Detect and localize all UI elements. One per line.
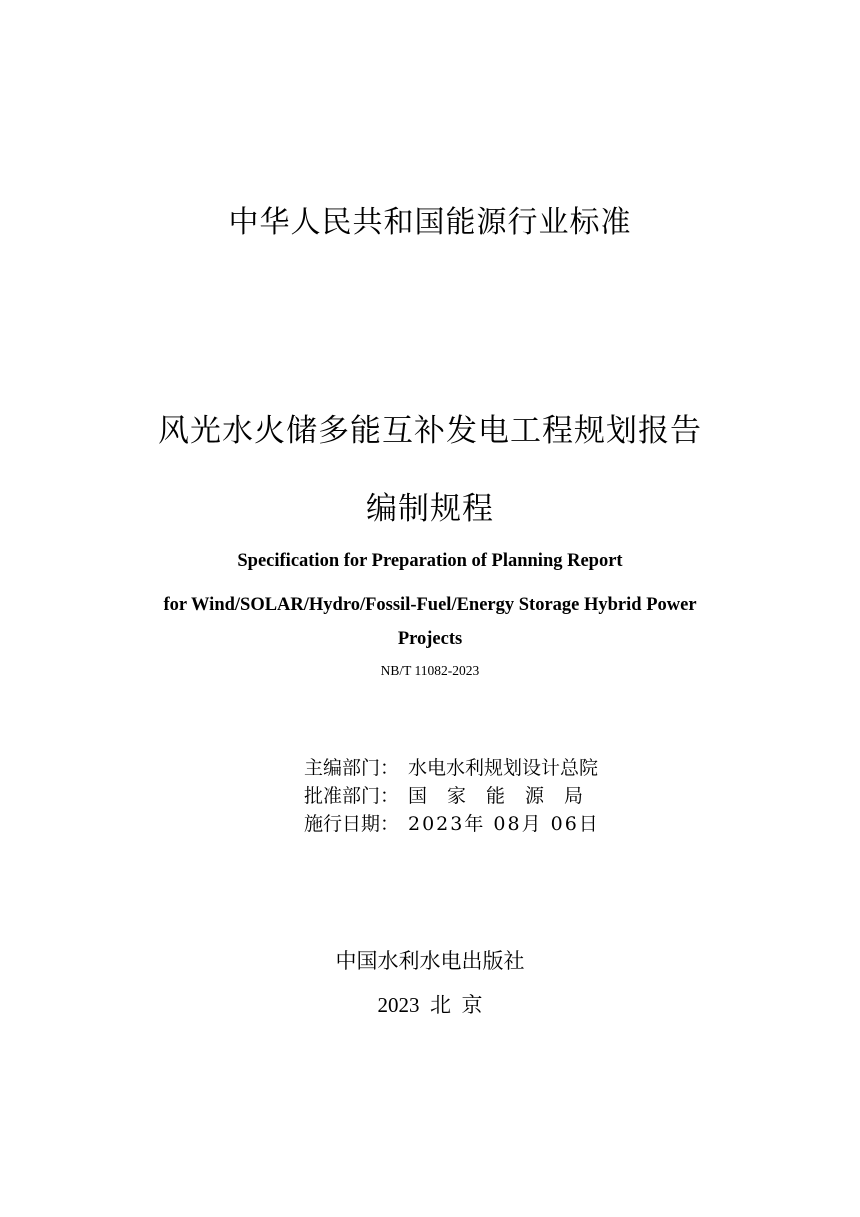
approval-department-value: 国家能源局 bbox=[408, 785, 604, 807]
editor-department-row bbox=[304, 754, 644, 782]
effective-date-row bbox=[304, 810, 644, 838]
english-title-line-3: Projects bbox=[397, 629, 463, 649]
english-title-line-2: for Wind/SOLAR/Hydro/Fossil-Fuel/Energy Storage Hybrid Power bbox=[163, 595, 697, 615]
standard-category-heading: 中华人民共和国能源行业标准 bbox=[228, 205, 632, 240]
chinese-title-line-2: 编制规程 bbox=[366, 491, 494, 527]
approval-department-label: 批准部门： bbox=[304, 785, 400, 807]
effective-date-value: 2023年 08月 06日 bbox=[408, 813, 600, 835]
publish-year-place: 2023 北 京 bbox=[377, 993, 483, 1017]
effective-date-label: 施行日期： bbox=[304, 813, 400, 835]
standard-code: NB/T 11082-2023 bbox=[380, 663, 480, 678]
editor-department-label: 主编部门： bbox=[304, 757, 400, 779]
chinese-title-line-1: 风光水火储多能互补发电工程规划报告 bbox=[158, 413, 702, 449]
editor-department-value: 水电水利规划设计总院 bbox=[408, 757, 599, 779]
english-title-line-1: Specification for Preparation of Planning Report bbox=[237, 551, 623, 571]
approval-department-row bbox=[304, 782, 644, 810]
publisher-name: 中国水利水电出版社 bbox=[335, 949, 525, 973]
